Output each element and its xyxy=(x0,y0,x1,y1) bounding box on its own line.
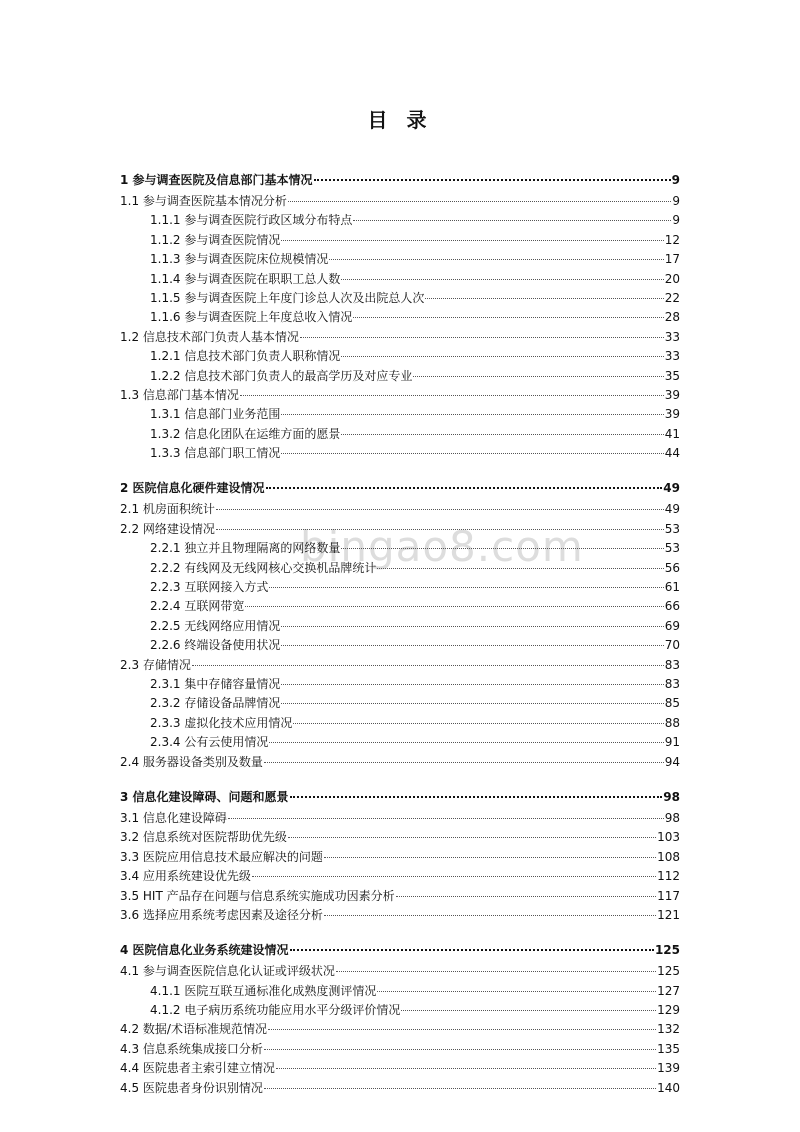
toc-entry-page: 9 xyxy=(672,194,680,208)
toc-entry-page: 69 xyxy=(664,618,680,633)
dot-leader xyxy=(268,1029,656,1030)
toc-entry[interactable] xyxy=(120,636,680,655)
toc-entry[interactable] xyxy=(120,211,680,230)
toc-entry[interactable] xyxy=(120,539,680,558)
toc-entry-title: 1 参与调查医院及信息部门基本情况 xyxy=(120,173,313,187)
dot-leader xyxy=(290,949,654,951)
toc-entry[interactable] xyxy=(120,192,680,211)
dot-leader xyxy=(341,434,663,435)
toc-entry[interactable] xyxy=(120,733,680,752)
toc-entry[interactable] xyxy=(120,1059,680,1078)
toc-entry-page: 61 xyxy=(664,580,680,595)
toc-entry-title: 2 医院信息化硬件建设情况 xyxy=(120,481,265,496)
toc-entry[interactable] xyxy=(120,405,680,424)
dot-leader xyxy=(281,626,663,627)
toc-entry-page: 98 xyxy=(663,789,680,804)
toc-entry-title: 4.1 参与调查医院信息化认证或评级状况 xyxy=(120,964,335,979)
toc-entry-title: 3.2 信息系统对医院帮助优先级 xyxy=(120,830,287,845)
toc-entry[interactable] xyxy=(120,559,680,578)
toc-entry[interactable] xyxy=(120,906,680,925)
toc-entry-title: 4.1.2 电子病历系统功能应用水平分级评价情况 xyxy=(150,1003,401,1018)
toc-entry[interactable] xyxy=(120,520,680,539)
toc-entry-page: 91 xyxy=(664,735,680,750)
dot-leader xyxy=(341,279,663,280)
toc-entry[interactable] xyxy=(120,597,680,616)
toc-entry[interactable] xyxy=(120,809,680,828)
toc-entry-page: 132 xyxy=(657,1022,680,1037)
toc-entry-title: 1.2.2 信息技术部门负责人的最高学历及对应专业 xyxy=(150,368,413,383)
dot-leader xyxy=(341,548,663,549)
toc-chapter[interactable] xyxy=(120,785,680,809)
toc-entry-title: 2.3 存储情况 xyxy=(120,657,191,672)
toc-entry-page: 135 xyxy=(657,1041,680,1056)
dot-leader xyxy=(281,453,663,454)
toc-entry[interactable] xyxy=(120,828,680,847)
toc-entry[interactable] xyxy=(120,578,680,597)
toc-entry-page: 83 xyxy=(664,676,680,691)
toc-entry[interactable] xyxy=(120,1001,680,1020)
toc-entry[interactable] xyxy=(120,617,680,636)
toc-entry-page: 35 xyxy=(664,368,680,383)
dot-leader xyxy=(293,723,663,724)
toc-chapter[interactable] xyxy=(120,168,680,192)
toc-entry-page: 20 xyxy=(664,271,680,286)
toc-entry-title: 1.3.2 信息化团队在运维方面的愿景 xyxy=(150,426,341,441)
toc-entry-page: 108 xyxy=(657,849,680,864)
toc-entry-title: 3.6 选择应用系统考虑因素及途径分析 xyxy=(120,907,323,922)
toc-chapter[interactable] xyxy=(120,938,680,962)
toc-entry-page: 129 xyxy=(657,1003,680,1018)
dot-leader xyxy=(269,587,663,588)
toc-entry-title: 1.1.2 参与调查医院情况 xyxy=(150,232,281,247)
toc-chapter[interactable] xyxy=(120,476,680,500)
toc-entry-title: 2.2 网络建设情况 xyxy=(120,521,215,536)
toc-entry-title: 3 信息化建设障碍、问题和愿景 xyxy=(120,789,289,804)
toc-entry[interactable] xyxy=(120,887,680,906)
toc-entry[interactable] xyxy=(120,982,680,1001)
dot-leader xyxy=(377,991,656,992)
watermark: bingao8.com xyxy=(300,522,584,571)
dot-leader xyxy=(264,1088,656,1089)
dot-leader xyxy=(252,876,656,877)
toc-entry-title: 1.1.1 参与调查医院行政区域分布特点 xyxy=(150,213,353,228)
toc-entry[interactable] xyxy=(120,270,680,289)
toc-entry-page: 41 xyxy=(664,426,680,441)
toc-entry-title: 2.3.1 集中存储容量情况 xyxy=(150,676,281,691)
toc-entry-title: 2.2.5 无线网络应用情况 xyxy=(150,618,281,633)
toc-entry-title: 3.4 应用系统建设优先级 xyxy=(120,869,251,884)
dot-leader xyxy=(266,487,663,489)
dot-leader xyxy=(288,201,671,202)
toc-entry-title: 4.5 医院患者身份识别情况 xyxy=(120,1080,263,1095)
toc-entry[interactable] xyxy=(120,867,680,886)
toc-entry[interactable] xyxy=(120,1020,680,1039)
toc-entry-page: 125 xyxy=(657,964,680,979)
toc-entry[interactable] xyxy=(120,500,680,519)
toc-entry-page: 140 xyxy=(657,1080,680,1095)
dot-leader xyxy=(353,220,671,221)
dot-leader xyxy=(314,179,671,181)
dot-leader xyxy=(425,298,663,299)
dot-leader xyxy=(341,356,663,357)
toc-entry-page: 49 xyxy=(663,481,680,496)
toc-entry-page: 22 xyxy=(664,290,680,305)
toc-entry-page: 9 xyxy=(672,213,680,228)
toc-entry-title: 3.3 医院应用信息技术最应解决的问题 xyxy=(120,849,323,864)
toc-entry-title: 1.1.6 参与调查医院上年度总收入情况 xyxy=(150,310,353,325)
toc-entry-title: 4.4 医院患者主索引建立情况 xyxy=(120,1061,275,1076)
toc-entry-page: 139 xyxy=(657,1061,680,1076)
toc-entry-page: 49 xyxy=(664,502,680,517)
dot-leader xyxy=(264,1049,656,1050)
dot-leader xyxy=(216,529,664,530)
section-gap xyxy=(120,463,680,476)
toc-entry-title: 2.2.4 互联网带宽 xyxy=(150,599,245,614)
dot-leader xyxy=(290,796,663,798)
toc-entry-title: 2.4 服务器设备类别及数量 xyxy=(120,754,263,769)
toc-entry-title: 2.2.1 独立并且物理隔离的网络数量 xyxy=(150,541,341,556)
dot-leader xyxy=(228,818,664,819)
toc-entry-page: 9 xyxy=(671,173,680,187)
toc-entry-title: 1.1.3 参与调查医院床位规模情况 xyxy=(150,252,329,267)
dot-leader xyxy=(281,414,663,415)
section-gap xyxy=(120,772,680,785)
toc-entry-page: 112 xyxy=(657,869,680,884)
toc-entry-title: 2.2.3 互联网接入方式 xyxy=(150,580,269,595)
dot-leader xyxy=(276,1068,656,1069)
dot-leader xyxy=(324,915,656,916)
toc-entry-title: 2.3.2 存储设备品牌情况 xyxy=(150,696,281,711)
toc-entry-title: 2.3.3 虚拟化技术应用情况 xyxy=(150,715,293,730)
toc-entry-title: 1.3.1 信息部门业务范围 xyxy=(150,407,281,422)
toc-entry[interactable] xyxy=(120,367,680,386)
dot-leader xyxy=(413,376,663,377)
toc-entry[interactable] xyxy=(120,714,680,733)
toc-entry-page: 17 xyxy=(664,252,680,267)
toc-entry-title: 4 医院信息化业务系统建设情况 xyxy=(120,943,289,958)
toc-entry[interactable] xyxy=(120,386,680,405)
toc-entry[interactable] xyxy=(120,694,680,713)
toc-entry-title: 4.2 数据/术语标准规范情况 xyxy=(120,1022,267,1037)
dot-leader xyxy=(264,762,664,763)
toc-entry-page: 44 xyxy=(664,446,680,461)
toc-entry-page: 39 xyxy=(664,407,680,422)
toc-entry-page: 70 xyxy=(664,638,680,653)
dot-leader xyxy=(329,259,663,260)
toc-entry-title: 1.3 信息部门基本情况 xyxy=(120,387,239,402)
dot-leader xyxy=(216,509,664,510)
toc-entry[interactable] xyxy=(120,289,680,308)
toc-entry-page: 39 xyxy=(664,387,680,402)
toc-entry-title: 2.2.6 终端设备使用状况 xyxy=(150,638,281,653)
dot-leader xyxy=(396,896,656,897)
toc-entry[interactable] xyxy=(120,656,680,675)
toc-entry-title: 1.1 参与调查医院基本情况分析 xyxy=(120,194,287,208)
toc-entry-page: 12 xyxy=(664,232,680,247)
toc-entry[interactable] xyxy=(120,444,680,463)
dot-leader xyxy=(401,1010,656,1011)
toc-entry[interactable] xyxy=(120,328,680,347)
dot-leader xyxy=(281,684,663,685)
toc-entry-page: 53 xyxy=(664,541,680,556)
toc-entry-page: 94 xyxy=(664,754,680,769)
toc-entry-title: 2.3.4 公有云使用情况 xyxy=(150,735,269,750)
toc-entry-page: 125 xyxy=(654,943,680,958)
toc-entry-page: 66 xyxy=(664,599,680,614)
dot-leader xyxy=(336,971,656,972)
toc-entry[interactable] xyxy=(120,231,680,250)
dot-leader xyxy=(192,665,664,666)
dot-leader xyxy=(288,837,656,838)
toc-entry-title: 1.1.4 参与调查医院在职职工总人数 xyxy=(150,271,341,286)
toc-entry-page: 85 xyxy=(664,696,680,711)
toc-entry-page: 98 xyxy=(664,810,680,825)
toc-entry[interactable] xyxy=(120,848,680,867)
toc-entry-title: 1.1.5 参与调查医院上年度门诊总人次及出院总人次 xyxy=(150,290,425,305)
toc-entry-title: 1.3.3 信息部门职工情况 xyxy=(150,446,281,461)
toc-entry-page: 28 xyxy=(664,310,680,325)
toc-entry-title: 1.2 信息技术部门负责人基本情况 xyxy=(120,329,299,344)
toc-entry[interactable] xyxy=(120,250,680,269)
toc-entry-page: 88 xyxy=(664,715,680,730)
toc-entry-page: 103 xyxy=(657,830,680,845)
toc-entry[interactable] xyxy=(120,675,680,694)
dot-leader xyxy=(269,742,663,743)
toc-entry-title: 4.3 信息系统集成接口分析 xyxy=(120,1041,263,1056)
toc-entry[interactable] xyxy=(120,425,680,444)
toc-entry-title: 4.1.1 医院互联互通标准化成熟度测评情况 xyxy=(150,983,377,998)
dot-leader xyxy=(245,606,663,607)
toc-entry-page: 121 xyxy=(657,907,680,922)
toc-entry[interactable] xyxy=(120,308,680,327)
toc-entry-title: 2.2.2 有线网及无线网核心交换机品牌统计 xyxy=(150,560,377,575)
section-gap xyxy=(120,925,680,938)
toc-entry[interactable] xyxy=(120,1040,680,1059)
dot-leader xyxy=(300,337,664,338)
toc-entry-page: 56 xyxy=(664,560,680,575)
dot-leader xyxy=(377,568,663,569)
dot-leader xyxy=(353,317,663,318)
table-of-contents xyxy=(120,168,680,1098)
dot-leader xyxy=(324,857,656,858)
toc-entry[interactable] xyxy=(120,1079,680,1098)
toc-entry-page: 117 xyxy=(657,888,680,903)
toc-entry-page: 53 xyxy=(664,521,680,536)
dot-leader xyxy=(281,645,663,646)
page-title: 目 录 xyxy=(367,108,433,132)
toc-entry-page: 127 xyxy=(657,983,680,998)
toc-entry[interactable] xyxy=(120,753,680,772)
toc-entry-title: 1.2.1 信息技术部门负责人职称情况 xyxy=(150,349,341,364)
toc-entry-title: 3.1 信息化建设障碍 xyxy=(120,810,227,825)
toc-entry[interactable] xyxy=(120,962,680,981)
toc-entry-title: 2.1 机房面积统计 xyxy=(120,502,215,517)
toc-entry-page: 33 xyxy=(664,329,680,344)
dot-leader xyxy=(281,240,663,241)
toc-entry[interactable] xyxy=(120,347,680,366)
dot-leader xyxy=(281,703,663,704)
toc-entry-title: 3.5 HIT 产品存在问题与信息系统实施成功因素分析 xyxy=(120,888,395,903)
toc-entry-page: 33 xyxy=(664,349,680,364)
dot-leader xyxy=(240,395,664,396)
toc-entry-page: 83 xyxy=(664,657,680,672)
